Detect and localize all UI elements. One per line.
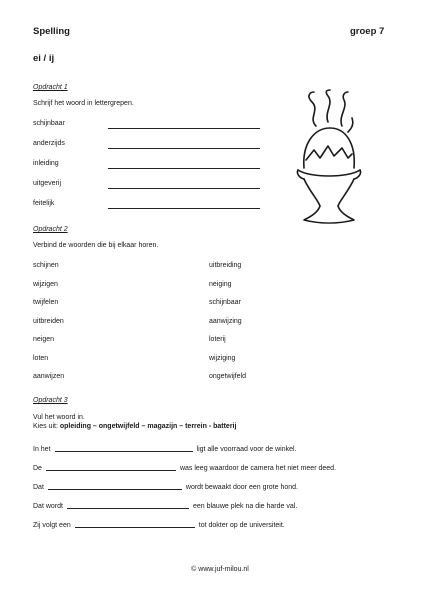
topic-title: ei / ij — [33, 53, 55, 64]
answer-line[interactable] — [108, 128, 260, 129]
opdracht1-word: inleiding — [33, 160, 59, 167]
fill-in-blank[interactable] — [75, 520, 195, 528]
opdracht2-right-word: uitbreiding — [209, 262, 242, 269]
opdracht3-choices — [33, 423, 236, 430]
page-title: Spelling — [33, 26, 70, 37]
sentence-end: ligt alle voorraad voor de winkel. — [196, 446, 297, 453]
group-label: groep 7 — [350, 26, 385, 37]
opdracht1-word: anderzijds — [33, 140, 65, 147]
opdracht2-right-word: ongetwijfeld — [209, 373, 246, 380]
opdracht2-left-word: loten — [33, 354, 49, 362]
opdracht1-word: uitgeverij — [33, 180, 62, 187]
opdracht3-instruction: Vul het woord in. — [33, 414, 85, 421]
opdracht1-title: Opdracht 1 — [33, 84, 68, 91]
choices-prefix: Kies uit: — [33, 423, 60, 430]
sentence-start: Dat wordt — [33, 503, 63, 510]
opdracht2-right-word: loterij — [209, 336, 226, 343]
opdracht3-sentence — [33, 444, 297, 453]
footer-copyright: © www.juf-milou.nl — [191, 566, 249, 573]
answer-line[interactable] — [108, 148, 260, 149]
opdracht2-left-word: schijnen — [33, 262, 59, 269]
fill-in-blank[interactable] — [48, 482, 182, 490]
opdracht2-right-word: schijnbaar — [209, 299, 241, 306]
sentence-end: tot dokter op de universiteit. — [198, 522, 285, 529]
fill-in-blank[interactable] — [67, 501, 189, 509]
opdracht2-right-word: wijziging — [209, 354, 236, 362]
opdracht2-left-word: uitbreiden — [33, 317, 64, 325]
opdracht1-instruction: Schrijf het woord in lettergrepen. — [33, 100, 134, 107]
sentence-end: was leeg waardoor de camera het niet meer deed. — [179, 465, 336, 472]
fill-in-blank[interactable] — [46, 463, 176, 471]
opdracht3-sentence — [33, 520, 285, 529]
opdracht2-left-word: twijfelen — [33, 299, 59, 306]
opdracht1-word: schijnbaar — [33, 120, 65, 127]
opdracht1-word: feitelijk — [33, 200, 55, 207]
answer-line[interactable] — [108, 188, 260, 189]
fill-in-blank[interactable] — [55, 444, 193, 452]
sentence-start: De — [33, 465, 42, 472]
opdracht2-right-word: neiging — [209, 280, 232, 288]
opdracht3-sentence — [33, 482, 298, 491]
opdracht3-sentence — [33, 501, 297, 510]
opdracht2-right-word: aanwijzing — [209, 317, 242, 325]
sentence-start: Zij volgt een — [33, 522, 71, 529]
answer-line[interactable] — [108, 208, 260, 209]
opdracht2-left-word: neigen — [33, 336, 55, 343]
answer-line[interactable] — [108, 168, 260, 169]
sentence-start: Dat — [33, 484, 44, 491]
egg-in-cup-icon — [290, 88, 370, 230]
opdracht2-left-word: wijzigen — [33, 280, 58, 288]
opdracht3-title: Opdracht 3 — [33, 397, 68, 404]
choices-words: opleiding – ongetwijfeld – magazijn – terrein - batterij — [59, 423, 237, 430]
opdracht3-sentence — [33, 463, 336, 472]
opdracht2-instruction: Verbind de woorden die bij elkaar horen. — [33, 242, 159, 249]
sentence-end: wordt bewaakt door een grote hond. — [185, 484, 298, 491]
opdracht2-title: Opdracht 2 — [33, 226, 68, 233]
sentence-end: een blauwe plek na die harde val. — [192, 503, 298, 510]
opdracht2-left-word: aanwijzen — [33, 373, 65, 380]
sentence-start: In het — [33, 446, 51, 453]
